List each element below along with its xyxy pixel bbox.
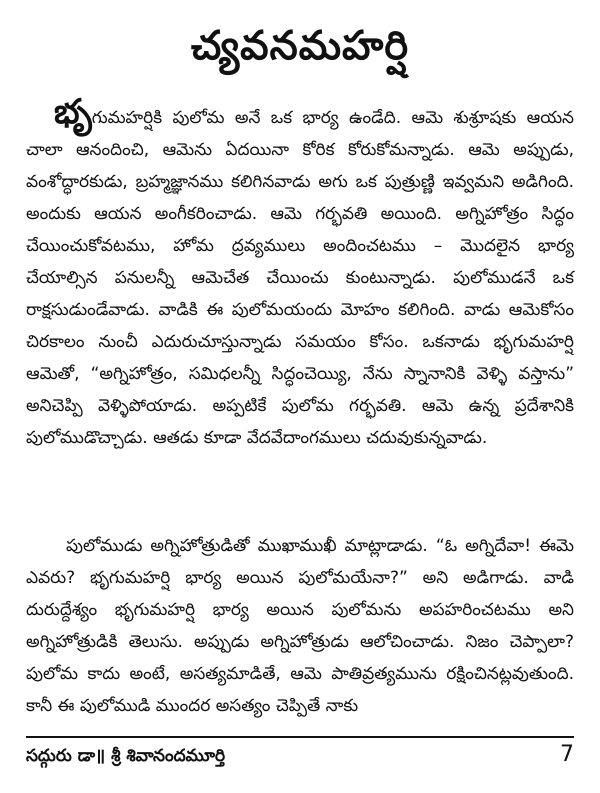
drop-cap: భృ xyxy=(54,92,92,132)
paragraph-1 xyxy=(26,92,574,454)
page-number: 7 xyxy=(560,742,574,767)
paragraph-2 xyxy=(26,530,574,722)
page-title: చ్యవనమహర్షి xyxy=(190,23,410,69)
paragraph-2-text: పులోముడు అగ్నిహోత్రుడితో ముఖాముఖీ మాట్లాడాడు. “ఓ అగ్నిదేవా! ఈమె ఎవరు? భృగుమహర్షి భార్య అయిన పులోమయేనా?” అని అడిగాడు. వాడి దురుద్దేశ్యం భృగుమహర్షి భార్య అయిన పులోమను అపహరించటము అని అగ్నిహోత్రుడికి తెలుసు. అప్పుడు అగ్నిహోత్రుడు ఆలోచించాడు. నిజం చెప్పాలా? పులోమ కాదు అంటే, అసత్యమాడితే, ఆమె పాతివ్రత్యమును రక్షించినట్లవుతుంది. కానీ ఈ పులోముడి ముందర అసత్యం చెప్పితే నాకు xyxy=(26,536,574,716)
paragraph-1-text: గుమహర్షికి పులోమ అనే ఒక భార్య ఉండేది. ఆమె శుశ్రూషకు ఆయన చాలా ఆనందించి, ఆమెను ఏదయినా కోరిక కోరుకోమన్నాడు. ఆమె అప్పుడు, వంశోద్ధారకుడు, బ్రహ్మజ్ఞానము కలిగినవాడు అగు ఒక పుత్రుణ్ణి ఇవ్వమని అడిగింది. అందుకు ఆయన అంగీకరించాడు. ఆమె గర్భవతి అయింది. అగ్నిహోత్రం సిద్ధం చేయించుకోవటము, హోమ ద్రవ్యములు అందించటము – మొదలైన భార్య చేయాల్సిన పనులన్నీ ఆమెచేత చేయించు కుంటున్నాడు. పులోముడనే ఒక రాక్షసుడుండేవాడు. వాడికి ఈ పులోమయందు మోహం కలిగింది. వాడు ఆమెకోసం చిరకాలం నుంచీ ఎదురుచూస్తున్నాడు సమయం కోసం. ఒకనాడు భృగుమహర్షి ఆమెతో, “అగ్నిహోత్రం, సమిధలన్నీ సిద్ధంచెయ్యి, నేను స్నానానికి వెళ్ళి వస్తాను” అనిచెప్పి వెళ్ళిపోయాడు. అప్పటికే పులోమ గర్భవతి. ఆమె ఉన్న ప్రదేశానికి పులోముడొచ్చాడు. ఆతడు కూడా వేదవేదాంగములు చదువుకున్నవాడు. xyxy=(26,108,574,448)
footer-divider xyxy=(26,736,574,738)
footer-author: సద్గురు డా॥ శ్రీ శివానందమూర్తి xyxy=(26,746,226,766)
